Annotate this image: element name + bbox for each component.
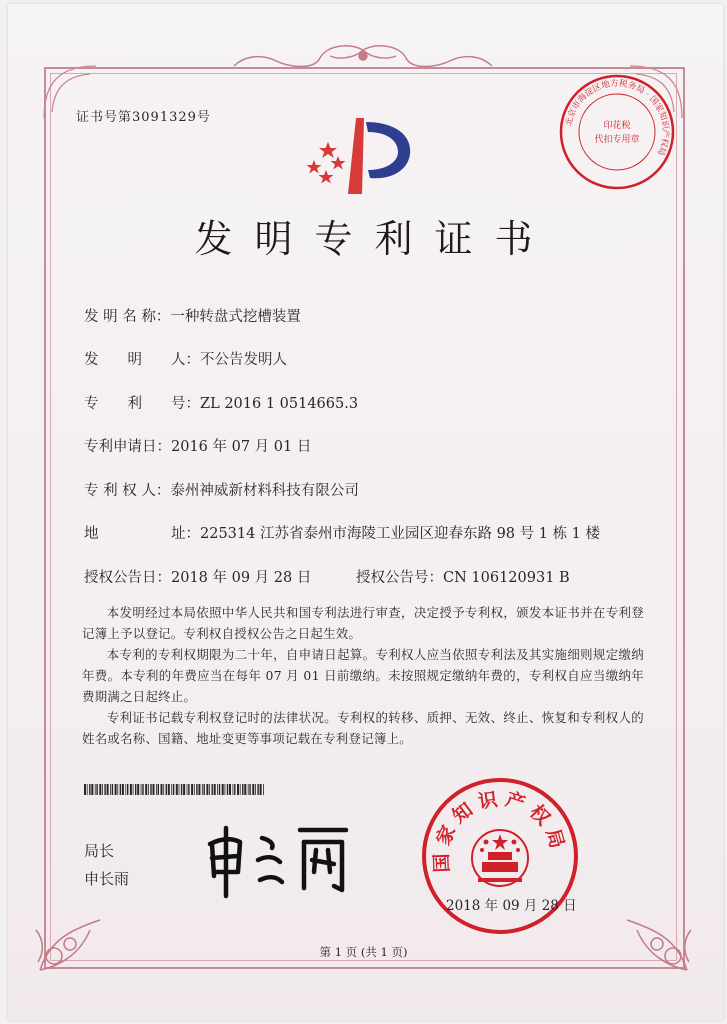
svg-text:代扣专用章: 代扣专用章 (594, 135, 640, 145)
body-paragraph: 专利证书记载专利权登记时的法律状况。专利权的转移、质押、无效、终止、恢复和专利权人的姓名或名称、国籍、地址变更等事项记载在专利登记簿上。 (82, 710, 644, 746)
tax-stamp-seal (557, 72, 677, 192)
field-inventor (84, 348, 287, 369)
body-paragraph: 本发明经过本局依照中华人民共和国专利法进行审查，决定授予专利权，颁发本证书并在专利登记簿上予以登记。专利权自授权公告之日起生效。 (82, 605, 644, 641)
seal-date: 2018 年 09 月 28 日 (446, 898, 577, 914)
field-label: 专利申请日： (84, 439, 171, 455)
field-value: ZL 2016 1 0514665.3 (200, 396, 359, 412)
field-value: 2016 年 07 月 01 日 (171, 439, 312, 455)
page-number: 第 1 页 (共 1 页) (319, 945, 408, 959)
svg-text:印花税: 印花税 (603, 121, 631, 131)
field-patentee (84, 479, 359, 500)
field-value: 泰州神威新材料科技有限公司 (170, 483, 359, 499)
svg-text:北京市海淀区地方税务局 · 国家知识产权局: 北京市海淀区地方税务局 · 国家知识产权局 (564, 78, 671, 157)
field-filing-date (84, 435, 311, 456)
field-label: 专 利 权 人： (84, 483, 171, 499)
field-label: 授权公告号： (356, 570, 443, 586)
field-label: 地 址： (84, 526, 200, 542)
director-signature (196, 820, 366, 900)
field-value: 225314 江苏省泰州市海陵工业园区迎春东路 98 号 1 栋 1 楼 (200, 526, 601, 542)
cnipa-logo-icon (300, 112, 418, 194)
field-grant-date (84, 566, 311, 587)
field-label: 发 明 名 称： (84, 309, 171, 325)
corner-ornament-bottom-right (617, 900, 697, 980)
certificate-body (82, 602, 644, 749)
field-value: 2018 年 09 月 28 日 (171, 570, 312, 586)
field-label: 发 明 人： (84, 352, 200, 368)
barcode (84, 784, 266, 795)
field-value: CN 106120931 B (443, 570, 570, 586)
top-ornament (230, 44, 496, 74)
field-address (84, 522, 600, 543)
field-value: 一种转盘式挖槽装置 (170, 309, 301, 325)
field-label: 授权公告日： (84, 570, 171, 586)
body-paragraph: 本专利的专利权期限为二十年，自申请日起算。专利权人应当依照专利法及其实施细则规定缴纳年费。本专利的年费应当在每年 07 月 01 日前缴纳。未按照规定缴纳年费的，专利权自应当缴纳年费期满之日起终止。 (82, 647, 644, 704)
field-patent-number (84, 392, 358, 413)
field-invention-name (84, 305, 301, 326)
seal-text: 国家知识产权局 (430, 787, 570, 873)
corner-ornament-bottom-left (30, 900, 110, 980)
director-name: 申长雨 (84, 870, 130, 888)
page-title: 发明专利证书 (194, 217, 555, 261)
certificate-number: 证书号第3091329号 (76, 110, 211, 125)
field-value: 不公告发明人 (200, 352, 287, 368)
field-label: 专 利 号： (84, 396, 200, 412)
director-title: 局长 (84, 842, 115, 860)
field-grant-number (356, 566, 570, 587)
